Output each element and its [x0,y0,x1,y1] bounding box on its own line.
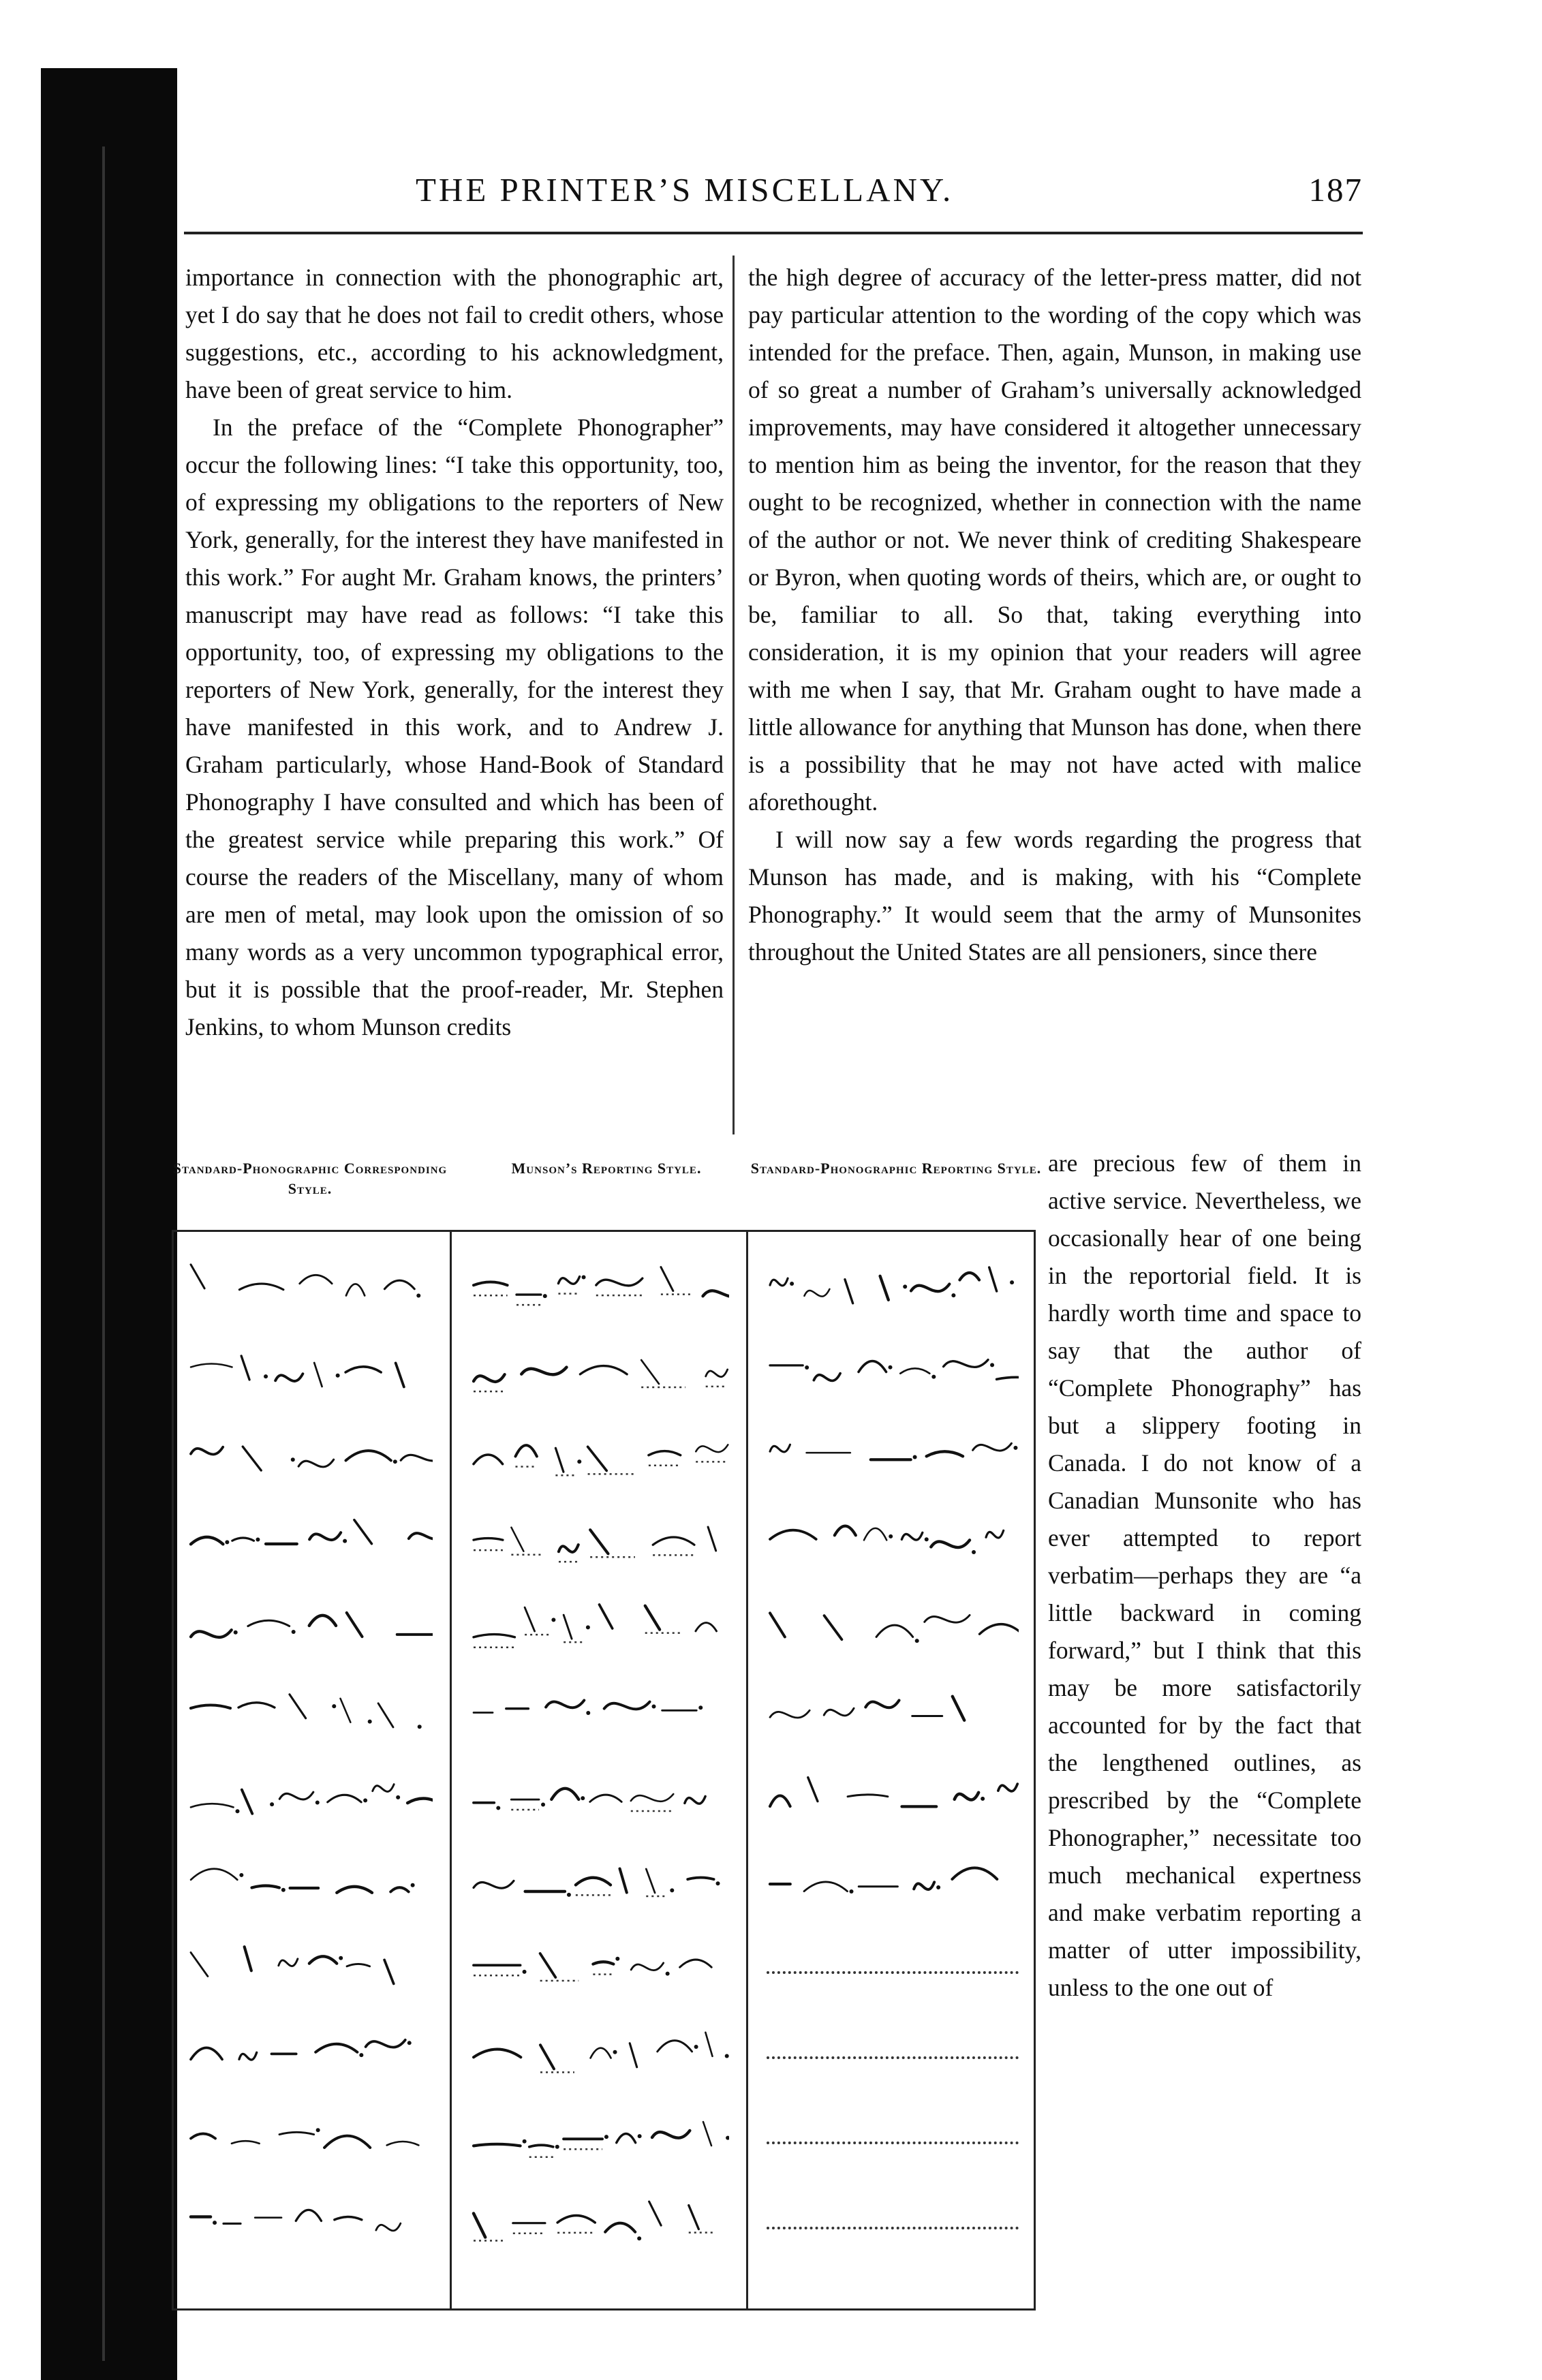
shorthand-dot [393,1459,397,1464]
shorthand-stroke [191,1953,208,1977]
shorthand-stroke [474,2144,521,2146]
column-rule [733,256,735,1134]
shorthand-stroke [378,1703,393,1727]
shorthand-outline [767,1852,1019,1913]
shorthand-stroke [540,1953,556,1977]
shorthand-stroke [525,1607,535,1631]
shorthand-outline [187,1937,433,1998]
shorthand-stroke [770,1710,809,1718]
shorthand-dot [541,1803,545,1807]
shorthand-dot [551,1618,555,1622]
shorthand-outline [187,1682,433,1743]
shorthand-outline [187,2107,433,2169]
shorthand-stroke [191,1869,237,1880]
shorthand-stroke [474,1282,508,1285]
shorthand-stroke [347,1964,370,1966]
shorthand-stroke [191,1804,233,1807]
shorthand-dot [407,2041,412,2045]
shorthand-dot [716,1881,720,1885]
paragraph: I will now say a few words regarding the progress that Munson has made, and is making, with his “Complete Phonography.” It would seem that the army of Munsonites throughout the United States are all pensioners, since there [748,826,1361,965]
shorthand-stroke [880,1276,889,1300]
shorthand-dot [670,1888,674,1892]
shorthand-outline [470,1682,729,1743]
shorthand-dot [698,1705,703,1710]
shorthand-stroke [376,2223,401,2231]
shorthand-outline [767,1341,1019,1402]
shorthand-stroke [630,2043,636,2067]
shorthand-stroke [474,1635,514,1637]
shorthand-dot [213,2221,217,2225]
shorthand-stroke [314,1363,322,1387]
shorthand-stroke [824,1708,854,1716]
shorthand-dot [416,1293,420,1297]
shorthand-stroke [401,1453,433,1461]
shorthand-stroke [703,1289,729,1297]
shorthand-dot [264,1374,268,1378]
shorthand-outline [470,1511,729,1573]
shorthand-stroke [658,2041,692,2052]
shorthand-stroke [914,1882,934,1889]
shorthand-dot [235,1809,239,1813]
shorthand-outline [470,1256,729,1317]
shorthand-dot [694,2045,698,2049]
shorthand-dot [291,1457,295,1462]
shorthand-dot [666,1972,670,1976]
shorthand-stroke [474,1881,514,1888]
shorthand-stroke [335,2217,362,2220]
header-rule [184,232,1363,234]
shorthand-dot [292,1630,296,1634]
shorthand-stroke [911,1284,949,1292]
shorthand-stroke [653,1537,694,1545]
shorthand-dot [555,2145,559,2149]
shorthand-dot [726,2136,729,2140]
shorthand-stroke [296,2210,321,2221]
table-divider [450,1232,452,2308]
shorthand-stroke [876,1625,913,1637]
shorthand-dot [234,1631,238,1635]
shorthand-stroke [558,1277,579,1284]
shorthand-stroke [252,1886,279,1888]
shorthand-dot [586,1625,590,1629]
shorthand-stroke [804,1289,829,1297]
shorthand-stroke [241,1356,249,1380]
shorthand-stroke [770,1795,790,1806]
shorthand-stroke [309,1532,341,1540]
shorthand-stroke [646,1869,655,1893]
shorthand-stroke [191,1447,223,1455]
shorthand-stroke [998,1784,1017,1791]
shorthand-stroke [309,1616,336,1626]
shorthand-stroke [474,2050,521,2058]
shorthand-dot [936,1885,940,1889]
shorthand-stroke [685,1796,705,1804]
shorthand-outline [187,1767,433,1828]
shorthand-stroke [290,1695,306,1718]
shorthand-stroke [865,1700,899,1707]
shorthand-stroke [900,1368,929,1373]
shorthand-stroke [859,1361,886,1372]
shorthand-dot [951,1293,955,1297]
shorthand-stroke [564,1615,572,1639]
paragraph: the high degree of accuracy of the letter-press matter, did not pay particular attention to the wording of the copy which was intended for the preface. Then, again, Munson, in making use of so great a number of Graham’s universally acknowledged improvements, may have considered it altogether unnecessary to mention him as being the inventor, for the reason that they ought to be recognized, whether in connection with the name of the author or not. We never think of crediting Shakespeare or Byron, when quoting words of theirs, which are, or ought to be, familiar to all. So that, taking everything into consideration, it is my opinion that your readers will agree with me when I say, that Mr. Graham ought to have made a little allowance for anything that Munson has done, when there is a possibility that he may not have acted with malice aforethought. [748,264,1361,816]
shorthand-dot [577,1459,581,1464]
empty-row-dots [767,2142,1019,2146]
shorthand-stroke [953,1697,964,1720]
shorthand-dot [543,1294,547,1298]
shorthand-stroke [328,1795,361,1802]
paragraph: importance in connection with the phonographic art, yet I do say that he does not fail to credit others, whose suggestions, etc., according to his acknowledgment, have been of great service to him. [185,264,724,403]
table-header-standard-reporting: Standard-Phonographic Reporting Style. [750,1160,1042,1177]
shorthand-dot [368,1720,372,1724]
shorthand-dot [281,1888,286,1892]
shorthand-stroke [474,1374,505,1382]
shorthand-stroke [191,1705,230,1709]
table-divider [746,1232,748,2308]
empty-row-dots [767,2056,1019,2061]
shorthand-outline [470,1596,729,1658]
shorthand-outline [187,2022,433,2084]
shorthand-stroke [191,1537,223,1544]
shorthand-stroke [979,1624,1019,1635]
shorthand-stroke [576,1878,611,1885]
shorthand-stroke [845,1280,853,1303]
shorthand-dot [316,2128,320,2132]
shorthand-stroke [279,1959,298,1966]
shorthand-stroke [696,1623,717,1631]
shorthand-stroke [631,1963,663,1971]
shorthand-dot [889,1534,893,1539]
shorthand-stroke [590,1530,608,1554]
shorthand-stroke [925,1615,970,1622]
shorthand-stroke [864,1528,886,1540]
shorthand-stroke [770,1613,785,1637]
shorthand-stroke [191,1265,204,1288]
shorthand-stroke [591,2048,611,2058]
shorthand-stroke [808,1778,818,1802]
shorthand-dot [586,1711,590,1715]
shorthand-dot [638,2134,642,2138]
shorthand-stroke [604,1702,650,1710]
shorthand-stroke [238,1703,275,1707]
shorthand-outline [470,2107,729,2169]
shorthand-stroke [324,2136,370,2148]
running-title: THE PRINTER’S MISCELLANY. [416,171,954,208]
shorthand-dot [615,1957,619,1961]
shorthand-stroke [300,1275,332,1284]
shorthand-stroke [521,1367,566,1375]
shorthand-stroke [986,1530,1004,1538]
shorthand-comparison-table [164,1158,1043,2330]
shorthand-stroke [347,1613,363,1637]
shorthand-stroke [384,1960,394,1983]
shorthand-stroke [373,1784,394,1792]
shorthand-outline [187,1596,433,1658]
shorthand-stroke [407,1799,433,1804]
shorthand-stroke [652,2131,690,2138]
shorthand-stroke [835,1526,856,1536]
shorthand-stroke [696,1444,728,1452]
shorthand-dot [496,1806,500,1810]
shorthand-dot [1013,1446,1017,1450]
shorthand-outline [187,1426,433,1487]
shorthand-stroke [804,1882,847,1891]
shorthand-outline [187,1511,433,1573]
shorthand-stroke [580,1366,627,1374]
shorthand-stroke [387,2142,419,2145]
shorthand-stroke [989,1267,997,1291]
shorthand-stroke [275,1374,303,1381]
shorthand-dot [343,1539,347,1543]
shorthand-dot [925,1537,929,1541]
shorthand-stroke [337,1887,372,1893]
shorthand-stroke [590,1795,621,1802]
shorthand-stroke [770,1444,790,1452]
shorthand-outline [470,1767,729,1828]
shorthand-stroke [232,1538,254,1541]
shorthand-stroke [232,2141,260,2144]
shorthand-stroke [705,2033,712,2056]
shorthand-stroke [191,2134,215,2139]
shorthand-stroke [814,1374,840,1381]
shorthand-stroke [973,1443,1012,1451]
shorthand-stroke [680,1960,712,1967]
shorthand-stroke [409,1532,433,1539]
shorthand-stroke [474,1455,503,1464]
shorthand-stroke [341,1699,351,1722]
shorthand-stroke [997,1377,1019,1379]
table-header-standard-corresponding: Standard-Phonographic Corresponding Style. [172,1160,448,1197]
shorthand-dot [363,1798,367,1802]
wrap-column [1048,1145,1361,2007]
shorthand-dot [523,1970,527,1974]
shorthand-stroke [588,1447,607,1470]
shorthand-stroke [474,2213,485,2237]
shorthand-stroke [239,2052,257,2060]
shorthand-outline [767,1767,1019,1828]
table-header-munson-reporting: Munson’s Reporting Style. [511,1160,702,1177]
shorthand-stroke [848,1795,888,1797]
shorthand-dot [256,1537,260,1541]
shorthand-stroke [546,1700,584,1707]
shorthand-outline [187,2193,433,2254]
shorthand-dot [396,1795,400,1799]
shorthand-dot [913,1455,917,1459]
shorthand-outline [470,1937,729,1998]
shorthand-dot [336,1374,340,1378]
shorthand-stroke [248,1620,290,1626]
shorthand-stroke [706,1370,728,1377]
shorthand-stroke [279,1792,313,1799]
shorthand-dot [1010,1280,1014,1284]
shorthand-stroke [649,1451,681,1455]
shorthand-stroke [191,2047,222,2059]
shorthand-dot [332,1704,336,1708]
shorthand-stroke [593,1962,613,1964]
shorthand-dot [850,1889,854,1894]
shorthand-stroke [649,2201,662,2225]
paragraph: In the preface of the “Complete Phonographer” occur the following lines: “I take this opportunity, too, of expressing my obligations to the reporters of New York, generally, for the interest they have manifested in this work.” For aught Mr. Graham knows, the printers’ manuscript may have read as follows: “I take this opportunity, too, of expressing my obligations to the reporters of New York, generally, for the interest they have manifested in this work, and to Andrew J. Graham particularly, whose Hand-Book of Standard Phonography I have consulted and which has been of the greatest service while preparing this work.” Of course the readers of the Miscellany, many of whom are men of metal, may look upon the omission of so many words as a very uncommon typographical error, but it is possible that the proof-reader, Mr. Stephen Jenkins, to whom Munson credits [185,414,724,1040]
shorthand-dot [359,2053,363,2057]
shorthand-dot [652,1704,656,1708]
shorthand-dot [903,1284,907,1288]
shorthand-dot [604,2135,608,2139]
shorthand-stroke [927,1451,963,1456]
shorthand-outline [187,1852,433,1913]
shorthand-stroke [366,2040,405,2047]
empty-row-dots [767,1971,1019,1976]
shorthand-stroke [901,1532,922,1540]
shorthand-stroke [955,1793,978,1800]
shorthand-dot [225,1540,229,1544]
shorthand-stroke [309,1956,337,1963]
shorthand-stroke [345,1451,390,1460]
shorthand-dot [411,1883,415,1887]
shorthand-stroke [346,1284,365,1295]
shorthand-outline [767,1511,1019,1573]
shorthand-stroke [931,1540,970,1547]
shorthand-stroke [191,1630,232,1637]
shorthand-outline [767,1256,1019,1317]
shorthand-stroke [555,1448,564,1472]
shorthand-dot [790,1282,794,1286]
paragraph: are precious few of them in active service. Nevertheless, we occasionally hear of one being in the reportorial field. It is hardly worth time and space to say that the author of “Complete Phonography” has but a slippery footing in Canada. I do not know of a Canadian Munsonite who has ever attempted to report verbatim—perhaps they are “a little backward in coming forward,” but I think that this may be more satisfactorily accounted for by the fact that the lengthened outlines, as prescribed by the “Complete Phonographer,” necessitate too much mechanical expertness and make verbatim reporting a matter of utter impossibility, unless to the one out of [1048,1149,1361,2001]
shorthand-stroke [191,1363,232,1367]
shorthand-dot [567,1893,571,1897]
shorthand-stroke [959,1273,979,1280]
shorthand-dot [889,1365,893,1370]
shorthand-outline [767,1682,1019,1743]
shorthand-stroke [396,1363,404,1387]
shorthand-stroke [620,1869,627,1893]
left-column [185,259,724,1046]
shorthand-dot [725,2054,729,2058]
shorthand-stroke [617,2134,636,2143]
shorthand-outline [187,1341,433,1402]
shorthand-stroke [944,1360,989,1367]
right-column [748,259,1361,971]
table-grid [172,1230,1036,2311]
shorthand-dot [239,1873,243,1877]
shorthand-outline [470,1426,729,1487]
shorthand-dot [582,1276,586,1280]
shorthand-stroke [474,1539,503,1541]
shorthand-dot [990,1363,994,1367]
shorthand-dot [523,2139,527,2144]
shorthand-stroke [645,1606,660,1630]
shorthand-stroke [354,1520,372,1544]
shorthand-dot [981,1797,985,1801]
shorthand-dot [315,1801,320,1805]
shorthand-dot [418,1725,422,1729]
shorthand-stroke [390,1887,408,1891]
shorthand-stroke [345,1367,381,1372]
shorthand-dot [339,1956,343,1960]
shorthand-stroke [708,1527,716,1551]
empty-row-dots [767,2227,1019,2231]
shorthand-stroke [952,1868,997,1879]
shorthand-outline [470,1852,729,1913]
page-number: 187 [1308,171,1363,208]
shorthand-dot [805,1365,809,1370]
shorthand-stroke [298,1459,333,1467]
shorthand-dot [972,1550,976,1554]
shorthand-stroke [824,1616,842,1639]
shorthand-stroke [242,1790,252,1814]
shorthand-stroke [689,2206,699,2229]
shorthand-stroke [551,1789,579,1799]
shorthand-stroke [279,2132,314,2134]
shorthand-dot [581,1796,585,1800]
shorthand-stroke [703,2122,711,2146]
shorthand-outline [767,1596,1019,1658]
shorthand-stroke [515,1445,536,1456]
shorthand-dot [915,1639,919,1643]
shorthand-stroke [770,1530,816,1539]
shorthand-stroke [529,2145,553,2147]
shorthand-outline [470,2193,729,2254]
shorthand-outline [470,2022,729,2084]
shorthand-stroke [540,2045,554,2069]
shorthand-stroke [511,1528,523,1551]
shorthand-stroke [239,1284,283,1290]
shorthand-stroke [245,1947,251,1971]
shorthand-stroke [688,1878,713,1880]
shorthand-stroke [600,1605,613,1628]
shorthand-stroke [315,2044,357,2052]
shorthand-outline [767,1426,1019,1487]
shorthand-dot [613,2050,617,2054]
shorthand-stroke [631,1794,673,1802]
shorthand-stroke [243,1447,261,1470]
shorthand-dot [637,2236,641,2240]
shorthand-stroke [384,1280,414,1289]
shorthand-dot [270,1802,274,1806]
shorthand-stroke [605,2223,635,2232]
shorthand-stroke [559,1545,579,1552]
shorthand-outline [187,1256,433,1317]
shorthand-dot [931,1375,936,1379]
shorthand-stroke [641,1360,659,1384]
shorthand-outline [470,1341,729,1402]
shorthand-stroke [770,1278,788,1286]
shorthand-stroke [661,1267,673,1291]
shorthand-stroke [596,1278,643,1286]
shorthand-stroke [557,2216,595,2223]
